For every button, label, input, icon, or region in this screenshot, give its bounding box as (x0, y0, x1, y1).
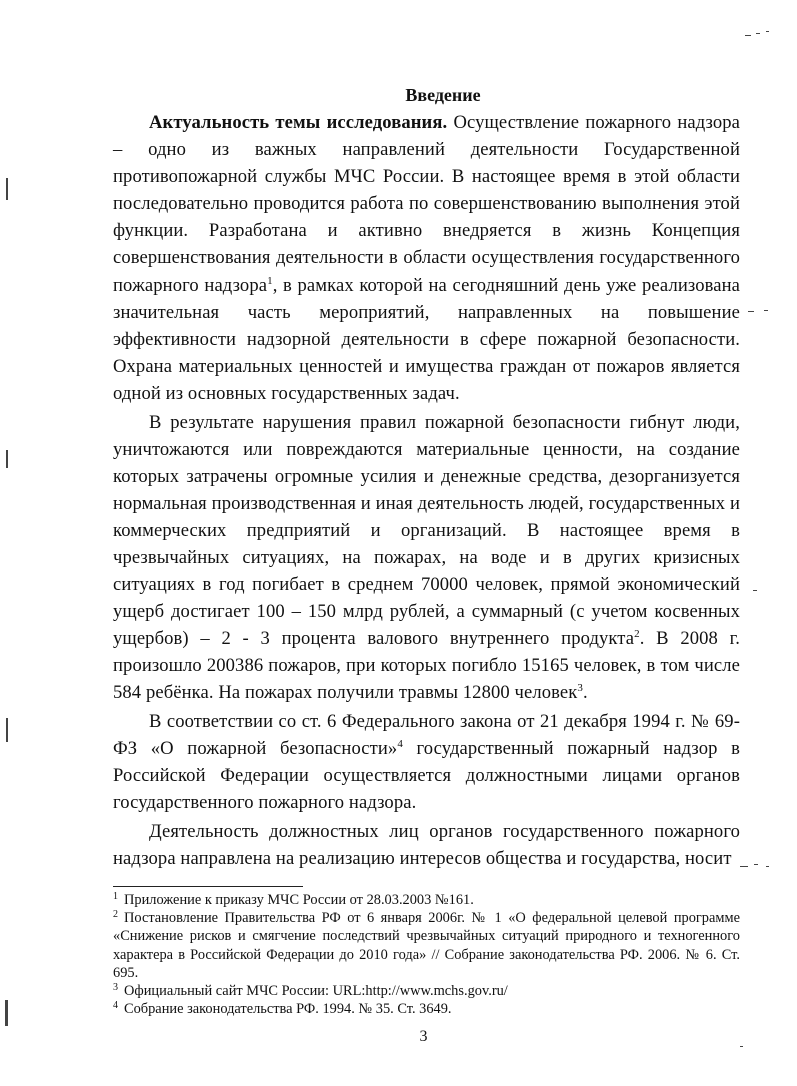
footnote-text: Постановление Правительства РФ от 6 января 2006г. № 1 «О федеральной целевой программе «Снижение рисков и смягчение последствий чрезвычайных ситуаций природного и техногенного характера в Российской Федерации до 2010 года» // Собрание законодательства РФ. 2006. № 6. Ст. 695. (113, 910, 740, 981)
footnote-ref: 2 (634, 628, 640, 641)
footnote (113, 1000, 740, 1018)
paragraph-text: . В 2008 г. произошло 200386 пожаров, при которых погибло 15165 человек, в том числе 584 ребёнка. На пожарах получили травмы 12800 человек (113, 628, 740, 704)
body-paragraph (113, 708, 740, 816)
scan-mark (6, 450, 8, 468)
footnote-marker: 2 (113, 909, 118, 921)
body-paragraph (113, 109, 740, 407)
paragraph-text: Осуществление пожарного надзора – одно из важных направлений деятельности Государственной противопожарной службы МЧС России. В настоящее время в этой области последовательно проводится работа по совершенствованию выполнения этой функции. Разработана и активно внедряется в жизнь Концепция совершенствования деятельности в области осуществления государственного пожарного надзора (113, 112, 741, 296)
scan-mark (740, 1046, 743, 1047)
scan-mark (754, 864, 758, 865)
footnotes (113, 891, 740, 1018)
footnote (113, 982, 740, 1000)
scan-mark (766, 866, 769, 867)
scan-mark (6, 718, 8, 742)
body-text (113, 109, 740, 872)
scan-mark (740, 866, 748, 867)
scan-mark (766, 31, 769, 32)
footnote-text: Официальный сайт МЧС России: URL:http://www.mchs.gov.ru/ (124, 983, 508, 1000)
footnote (113, 909, 740, 982)
footnote-ref: 1 (267, 274, 273, 287)
footnote-text: Приложение к приказу МЧС России от 28.03.2003 №161. (124, 892, 474, 908)
footnote-marker: 3 (113, 982, 118, 994)
paragraph-text: В соответствии со ст. 6 Федерального закона от 21 декабря 1994 г. № 69-ФЗ «О пожарной безопасности» (113, 711, 740, 760)
paragraph-text: . (582, 682, 588, 704)
footnote (113, 891, 740, 909)
section-lead: Актуальность темы исследования. (149, 112, 448, 133)
footnote-ref: 3 (577, 682, 583, 695)
paragraph-text: государственный пожарный надзор в Российской Федерации осуществляется должностными лицами органов государственного пожарного надзора. (113, 738, 741, 814)
scan-mark (748, 311, 754, 312)
paragraph-text: , в рамках которой на сегодняшний день уже реализована значительная часть мероприятий, направленных на повышение эффективности надзорной деятельности в сфере пожарной безопасности. Охрана материальных ценностей и имущества граждан от пожаров является одной из основных государственных задач. (113, 274, 741, 404)
page-heading: Введение (405, 85, 481, 105)
scan-mark (6, 178, 8, 200)
scan-mark (5, 1000, 8, 1026)
page-number: 3 (419, 1028, 428, 1045)
body-paragraph (113, 409, 740, 707)
scan-mark (764, 310, 768, 311)
scan-mark (756, 33, 760, 34)
footnote-text: Собрание законодательства РФ. 1994. № 35. Ст. 3649. (124, 1001, 452, 1018)
scan-mark (745, 35, 751, 36)
scan-mark (753, 590, 757, 591)
footnote-ref: 4 (397, 738, 403, 751)
footnote-marker: 1 (113, 891, 118, 902)
footnote-separator (113, 886, 303, 887)
paragraph-text: В результате нарушения правил пожарной безопасности гибнут люди, уничтожаются или повреждаются материальные ценности, на создание которых затрачены огромные усилия и денежные средства, дезорганизуется нормальная производственная и иная деятельность людей, государственных и коммерческих предприятий и организаций. В настоящее время в чрезвычайных ситуациях, на пожарах, на воде и в других кризисных ситуациях в год погибает в среднем 70000 человек, прямой экономический ущерб достигает 100 – 150 млрд рублей, а суммарный (с учетом косвенных ущербов) – 2 - 3 процента валового внутреннего продукта (113, 411, 740, 650)
footnote-marker: 4 (113, 1000, 118, 1012)
body-paragraph (113, 818, 740, 872)
paragraph-text: Деятельность должностных лиц органов государственного пожарного надзора направлена на реализацию интересов общества и государства, носит (113, 820, 740, 870)
